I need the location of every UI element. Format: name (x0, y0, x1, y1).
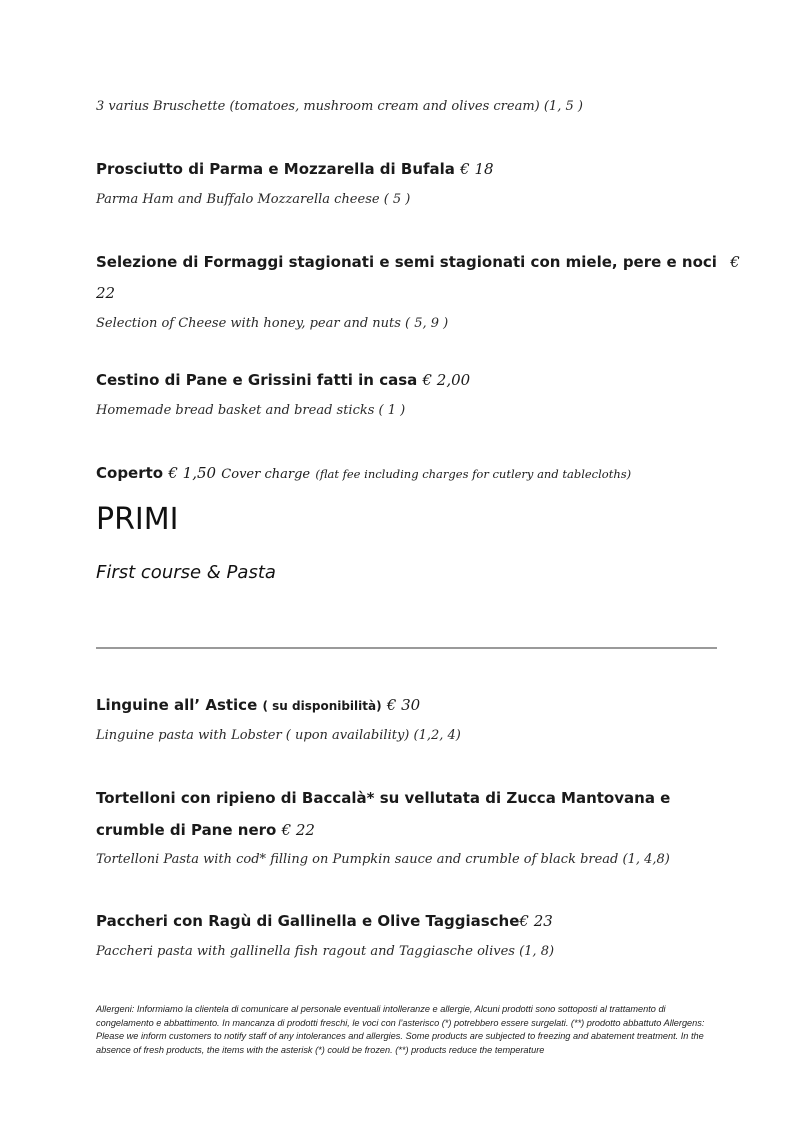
item-price: € 23 (519, 912, 553, 930)
menu-item-title (96, 912, 553, 930)
section-title: PRIMI (96, 502, 179, 537)
section-subtitle: First course & Pasta (96, 562, 276, 583)
menu-item-price-line (96, 284, 115, 302)
menu-item-title-line2 (96, 821, 315, 839)
allergen-note-italian: Allergeni: Informiamo la clientela di comunicare al personale eventuali intolleranze e allergie, Alcuni prodotti sono sottoposti al trattamento di congelamento e abbattimento. In mancanza di prodotti freschi, le voci con l’asterisco (*) potrebbero essere surgelati. (**) prodotto abbattuto (96, 1004, 666, 1028)
item-description: Linguine pasta with Lobster ( upon availability) (1,2, 4) (96, 728, 461, 743)
item-name: crumble di Pane nero (96, 821, 277, 839)
item-description: Homemade bread basket and bread sticks ( 1 ) (96, 403, 406, 418)
section-divider (96, 647, 717, 649)
allergen-note-english: Allergens: Please we inform customers to notify staff of any intolerances and allergies. Some products are subjected to freezing and abatement treatment. In the absence of fresh products, the items with the asterisk (*) could be frozen. (**) products reduce the temperature (96, 1017, 705, 1055)
item-description: Parma Ham and Buffalo Mozzarella cheese ( 5 ) (96, 192, 411, 207)
menu-item-title (96, 160, 494, 178)
item-price: € 18 (460, 160, 494, 178)
item-name: Cestino di Pane e Grissini fatti in casa (96, 371, 418, 389)
item-price: € 1,50 (168, 464, 217, 482)
menu-item-title (96, 371, 470, 389)
menu-item-title-line1: Tortelloni con ripieno di Baccalà* su vellutata di Zucca Mantovana e (96, 789, 671, 807)
item-price-value: 22 (96, 284, 116, 302)
item-availability-note: ( su disponibilità) (262, 699, 382, 713)
item-name: Paccheri con Ragù di Gallinella e Olive Taggiasche (96, 912, 520, 930)
cover-charge-note: (flat fee including charges for cutlery and tablecloths) (315, 467, 632, 481)
cover-charge-label: Cover charge (221, 467, 311, 482)
item-price: € 22 (281, 821, 315, 839)
menu-item-title (96, 696, 420, 714)
item-name: Coperto (96, 464, 164, 482)
bruschette-description: 3 varius Bruschette (tomatoes, mushroom cream and olives cream) (1, 5 ) (96, 99, 583, 114)
item-description: Selection of Cheese with honey, pear and nuts ( 5, 9 ) (96, 316, 449, 331)
item-price-symbol: € (730, 253, 740, 271)
item-price: € 2,00 (422, 371, 471, 389)
item-name: Linguine all’ Astice (96, 696, 258, 714)
cover-charge-line (96, 464, 631, 482)
item-price: € 30 (386, 696, 421, 714)
item-name: Selezione di Formaggi stagionati e semi stagionati con miele, pere e noci (96, 253, 717, 271)
allergen-footer (96, 1003, 721, 1057)
item-name: Prosciutto di Parma e Mozzarella di Bufala (96, 160, 455, 178)
menu-item-title (96, 253, 740, 271)
item-description: Paccheri pasta with gallinella fish ragout and Taggiasche olives (1, 8) (96, 944, 555, 959)
item-description: Tortelloni Pasta with cod* filling on Pumpkin sauce and crumble of black bread (1, 4,8) (96, 852, 670, 867)
